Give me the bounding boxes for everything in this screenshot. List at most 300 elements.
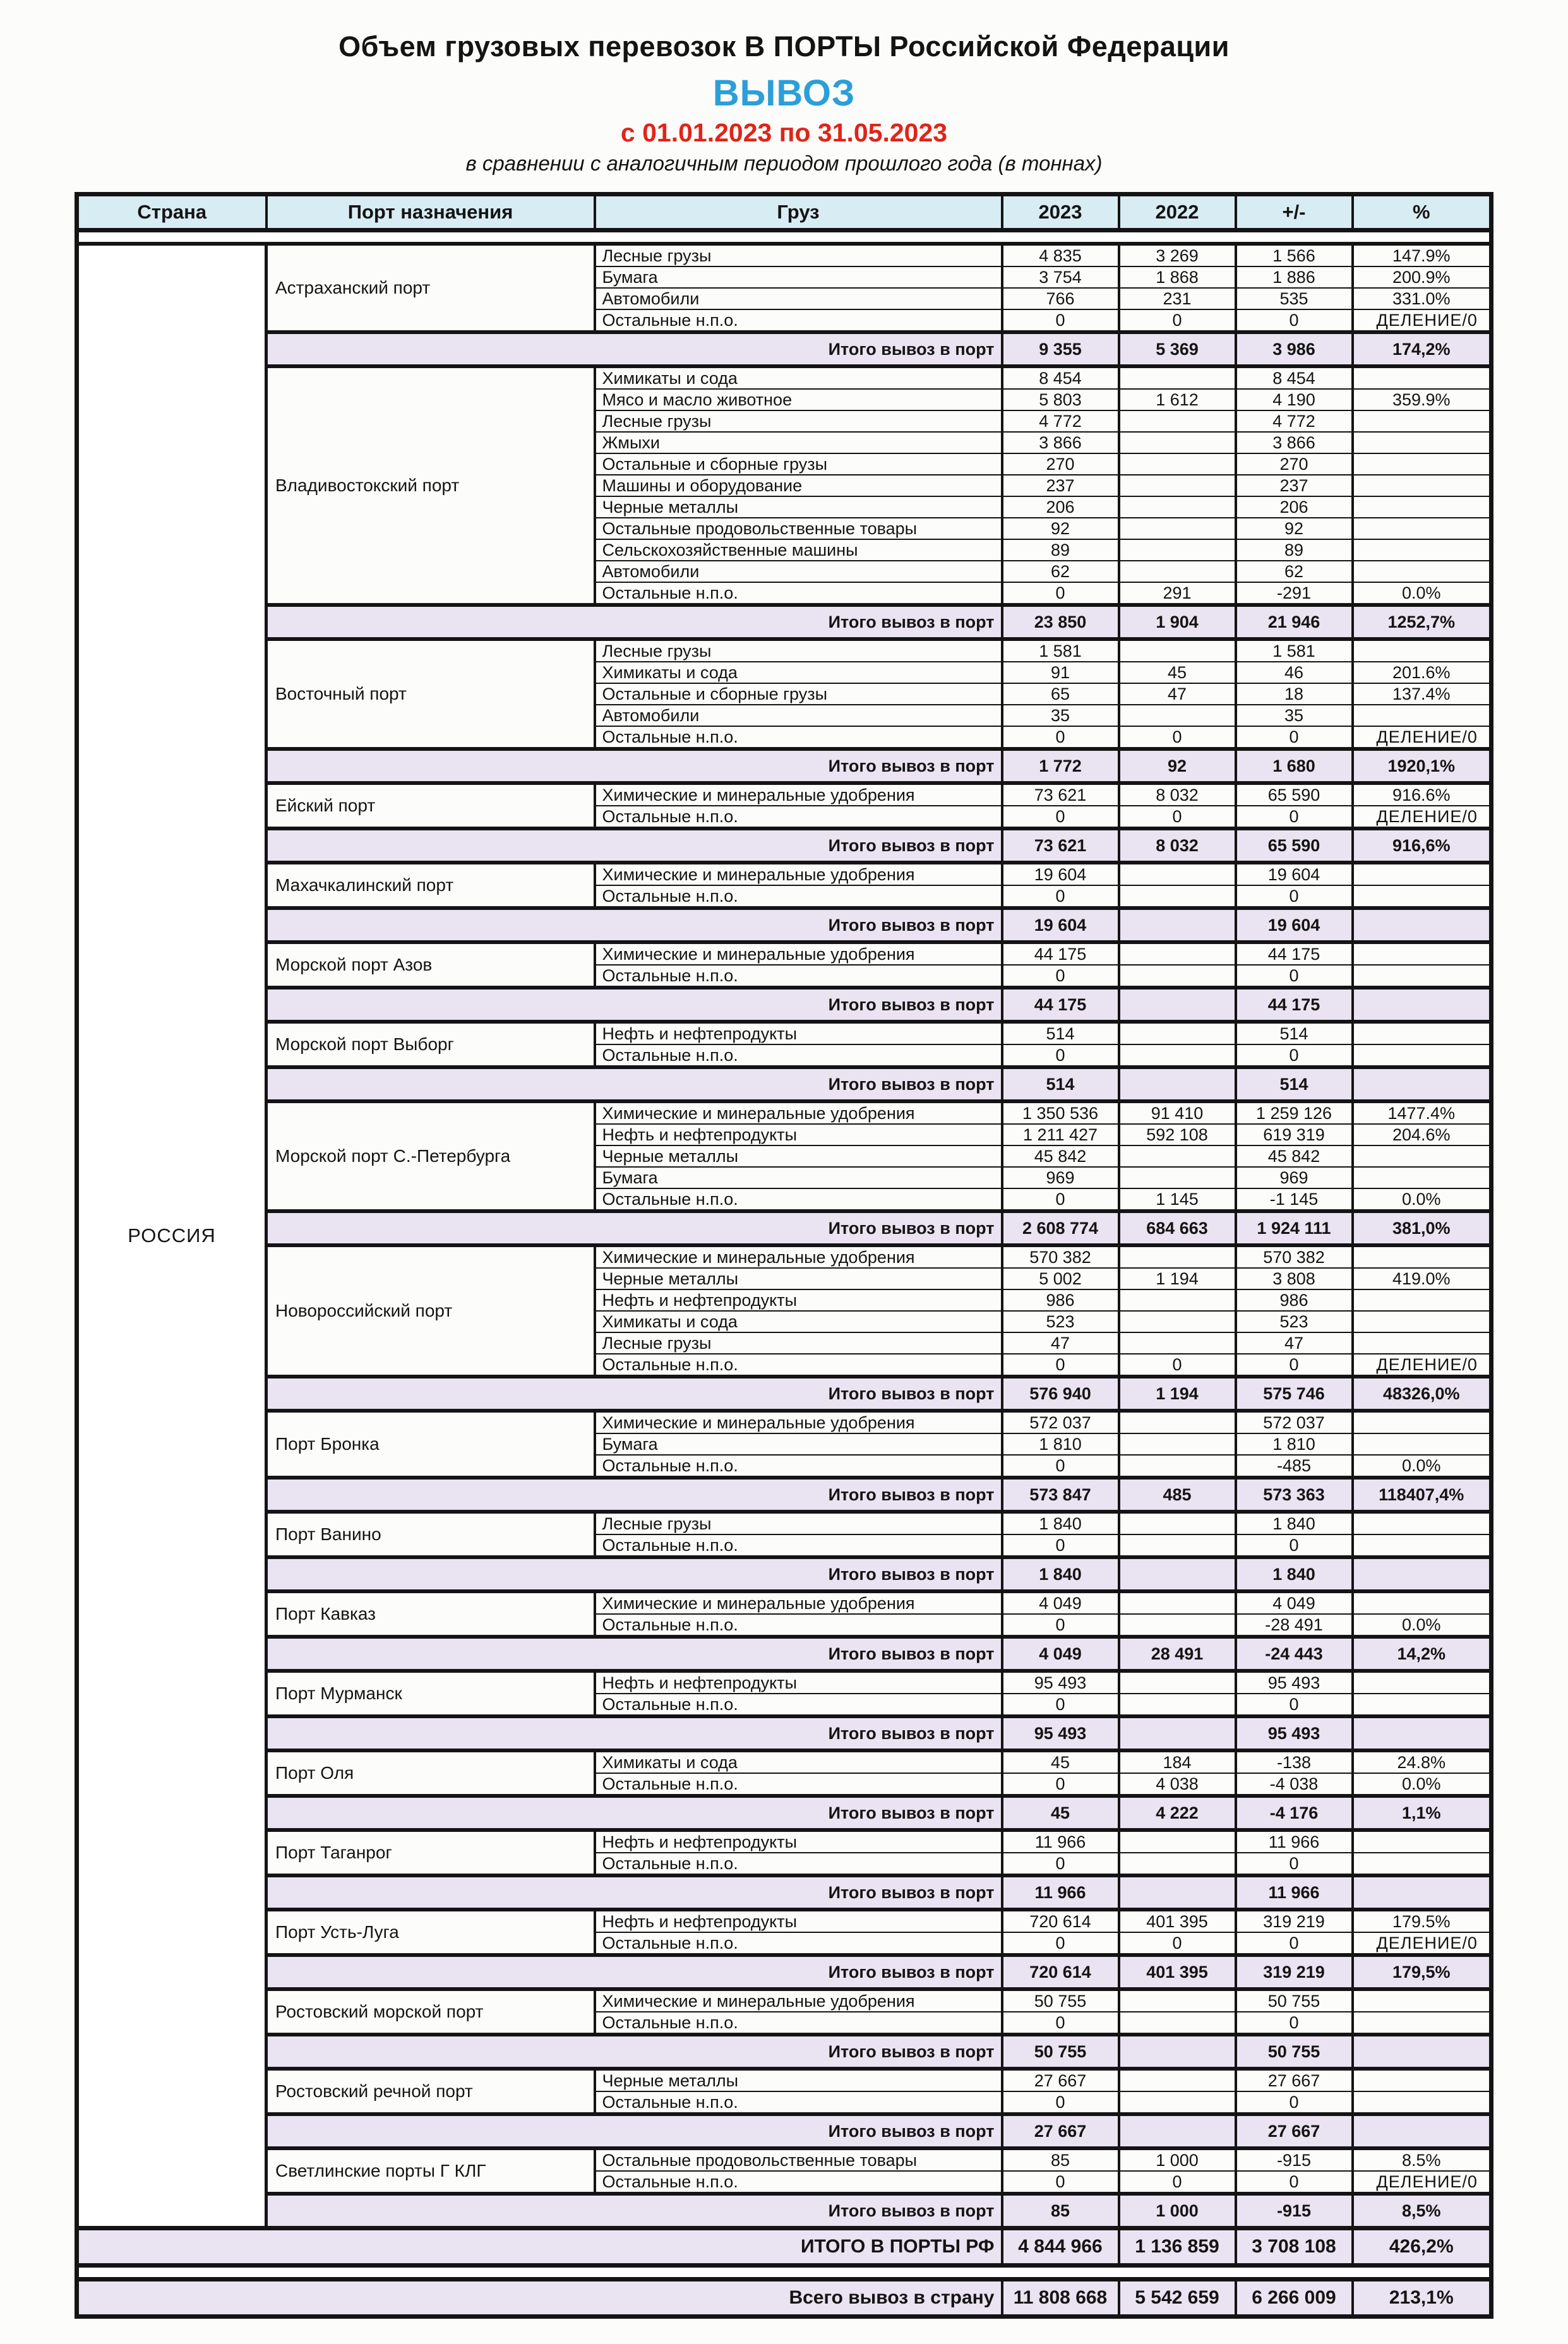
cargo-2022-value — [1119, 1534, 1236, 1557]
cargo-diff-value: 8 454 — [1236, 366, 1353, 389]
cargo-2022-value — [1119, 1411, 1236, 1433]
cargo-2023-value: 0 — [1002, 726, 1119, 749]
port-name-cell: Морской порт Выборг — [266, 1022, 595, 1067]
cargo-2023-value: 237 — [1002, 475, 1119, 496]
cargo-row — [77, 639, 1492, 662]
cargo-row — [77, 2148, 1492, 2171]
grand-total-ports-label: ИТОГО В ПОРТЫ РФ — [77, 2228, 1002, 2266]
cargo-name-cell: Бумага — [595, 1167, 1002, 1188]
cargo-row — [77, 1245, 1492, 1268]
cargo-2022-value — [1119, 432, 1236, 453]
cargo-name-cell: Лесные грузы — [595, 639, 1002, 662]
cargo-diff-value: 19 604 — [1236, 863, 1353, 885]
cargo-diff-value: 270 — [1236, 453, 1353, 475]
cargo-diff-value: 1 886 — [1236, 266, 1353, 288]
cargo-2023-value: 8 454 — [1002, 366, 1119, 389]
cargo-name-cell: Лесные грузы — [595, 410, 1002, 432]
port-total-row — [77, 1557, 1492, 1591]
cargo-volume-table — [75, 192, 1493, 2319]
port-total-label: Итого вывоз в порт — [266, 1875, 1002, 1910]
cargo-percent-value — [1353, 518, 1492, 539]
port-total-2022-value — [1119, 2114, 1236, 2148]
port-name-cell: Порт Усть-Луга — [266, 1910, 595, 1955]
cargo-2023-value: 1 581 — [1002, 639, 1119, 662]
cargo-2023-value: 4 835 — [1002, 244, 1119, 266]
port-total-percent-value — [1353, 2035, 1492, 2069]
port-total-diff-value: 44 175 — [1236, 988, 1353, 1022]
port-name-cell: Морской порт Азов — [266, 942, 595, 988]
port-total-diff-value: 21 946 — [1236, 605, 1353, 639]
port-total-percent-value — [1353, 1716, 1492, 1750]
cargo-2023-value: 45 842 — [1002, 1145, 1119, 1167]
port-total-row — [77, 1796, 1492, 1830]
cargo-2023-value: 0 — [1002, 1534, 1119, 1557]
port-total-label: Итого вывоз в порт — [266, 908, 1002, 942]
port-total-diff-value: 1 840 — [1236, 1557, 1353, 1591]
cargo-percent-value — [1353, 1311, 1492, 1332]
cargo-diff-value: -138 — [1236, 1750, 1353, 1773]
cargo-name-cell: Остальные продовольственные товары — [595, 2148, 1002, 2171]
port-total-2023-value: 514 — [1002, 1067, 1119, 1101]
cargo-2022-value — [1119, 1591, 1236, 1614]
port-total-percent-value — [1353, 1875, 1492, 1910]
port-total-2022-value: 1 194 — [1119, 1377, 1236, 1411]
cargo-diff-value: 45 842 — [1236, 1145, 1353, 1167]
cargo-2023-value: 5 002 — [1002, 1268, 1119, 1289]
cargo-name-cell: Нефть и нефтепродукты — [595, 1022, 1002, 1044]
cargo-name-cell: Лесные грузы — [595, 1512, 1002, 1534]
cargo-2022-value — [1119, 475, 1236, 496]
cargo-2022-value — [1119, 410, 1236, 432]
cargo-diff-value: 0 — [1236, 1853, 1353, 1875]
cargo-name-cell: Остальные н.п.о. — [595, 1932, 1002, 1955]
cargo-name-cell: Химические и минеральные удобрения — [595, 1101, 1002, 1124]
cargo-diff-value: 92 — [1236, 518, 1353, 539]
cargo-name-cell: Остальные и сборные грузы — [595, 453, 1002, 475]
cargo-2022-value — [1119, 366, 1236, 389]
cargo-2022-value — [1119, 2012, 1236, 2035]
port-total-2022-value — [1119, 1875, 1236, 1910]
cargo-2022-value — [1119, 1989, 1236, 2012]
cargo-percent-value — [1353, 1245, 1492, 1268]
port-total-row — [77, 908, 1492, 942]
cargo-percent-value — [1353, 639, 1492, 662]
cargo-percent-value — [1353, 475, 1492, 496]
cargo-diff-value: 11 966 — [1236, 1830, 1353, 1853]
cargo-name-cell: Лесные грузы — [595, 1332, 1002, 1354]
cargo-name-cell: Остальные н.п.о. — [595, 965, 1002, 988]
cargo-2023-value: 27 667 — [1002, 2069, 1119, 2091]
port-name-cell: Владивостокский порт — [266, 366, 595, 605]
cargo-diff-value: 619 319 — [1236, 1124, 1353, 1145]
port-total-row — [77, 1875, 1492, 1910]
cargo-2022-value: 4 038 — [1119, 1773, 1236, 1796]
cargo-percent-value — [1353, 453, 1492, 475]
cargo-diff-value: 35 — [1236, 705, 1353, 726]
port-total-diff-value: 319 219 — [1236, 1955, 1353, 1989]
cargo-name-cell: Химические и минеральные удобрения — [595, 783, 1002, 806]
cargo-diff-value: 95 493 — [1236, 1671, 1353, 1694]
cargo-2022-value: 45 — [1119, 662, 1236, 683]
port-name-cell: Светлинские порты Г КЛГ — [266, 2148, 595, 2194]
port-total-2023-value: 1 840 — [1002, 1557, 1119, 1591]
port-total-label: Итого вывоз в порт — [266, 749, 1002, 783]
port-total-2022-value — [1119, 1716, 1236, 1750]
cargo-row — [77, 783, 1492, 806]
cargo-2023-value: 0 — [1002, 309, 1119, 332]
grand-country-diff-value: 6 266 009 — [1236, 2280, 1353, 2317]
cargo-diff-value: 47 — [1236, 1332, 1353, 1354]
cargo-row — [77, 1830, 1492, 1853]
cargo-2022-value: 0 — [1119, 1354, 1236, 1377]
cargo-2022-value — [1119, 1614, 1236, 1637]
port-total-diff-value: 50 755 — [1236, 2035, 1353, 2069]
cargo-diff-value: 4 049 — [1236, 1591, 1353, 1614]
cargo-2022-value — [1119, 1694, 1236, 1716]
port-name-cell: Порт Ванино — [266, 1512, 595, 1557]
cargo-name-cell: Машины и оборудование — [595, 475, 1002, 496]
cargo-2022-value: 0 — [1119, 726, 1236, 749]
col-header-port: Порт назначения — [266, 194, 595, 230]
port-total-2023-value: 576 940 — [1002, 1377, 1119, 1411]
report-period: с 01.01.2023 по 31.05.2023 — [620, 118, 948, 147]
cargo-percent-division-error: ДЕЛЕНИЕ/0 — [1353, 1932, 1492, 1955]
cargo-2023-value: 270 — [1002, 453, 1119, 475]
cargo-percent-value: 359.9% — [1353, 389, 1492, 410]
cargo-percent-value — [1353, 942, 1492, 965]
cargo-percent-value — [1353, 1145, 1492, 1167]
cargo-row — [77, 1101, 1492, 1124]
cargo-2023-value: 4 772 — [1002, 410, 1119, 432]
cargo-name-cell: Нефть и нефтепродукты — [595, 1289, 1002, 1311]
cargo-2023-value: 0 — [1002, 806, 1119, 828]
port-total-label: Итого вывоз в порт — [266, 1067, 1002, 1101]
cargo-percent-value — [1353, 2091, 1492, 2114]
port-total-row — [77, 1955, 1492, 1989]
cargo-diff-value: 1 840 — [1236, 1512, 1353, 1534]
cargo-diff-value: 0 — [1236, 2171, 1353, 2194]
port-total-label: Итого вывоз в порт — [266, 1955, 1002, 1989]
cargo-name-cell: Остальные и сборные грузы — [595, 683, 1002, 705]
cargo-2023-value: 3 866 — [1002, 432, 1119, 453]
port-total-2022-value: 4 222 — [1119, 1796, 1236, 1830]
port-total-diff-value: -4 176 — [1236, 1796, 1353, 1830]
cargo-name-cell: Остальные н.п.о. — [595, 582, 1002, 605]
cargo-percent-value: 147.9% — [1353, 244, 1492, 266]
cargo-2023-value: 206 — [1002, 496, 1119, 518]
port-total-2023-value: 27 667 — [1002, 2114, 1119, 2148]
cargo-diff-value: -28 491 — [1236, 1614, 1353, 1637]
cargo-diff-value: 1 810 — [1236, 1433, 1353, 1455]
cargo-2022-value — [1119, 863, 1236, 885]
cargo-row — [77, 942, 1492, 965]
cargo-percent-value — [1353, 1830, 1492, 1853]
port-total-percent-value: 1252,7% — [1353, 605, 1492, 639]
port-total-percent-value: 916,6% — [1353, 828, 1492, 863]
port-total-diff-value: 573 363 — [1236, 1478, 1353, 1512]
cargo-percent-value — [1353, 1989, 1492, 2012]
cargo-percent-value: 419.0% — [1353, 1268, 1492, 1289]
port-total-label: Итого вывоз в порт — [266, 605, 1002, 639]
cargo-2022-value — [1119, 1671, 1236, 1694]
cargo-row — [77, 1989, 1492, 2012]
port-total-row — [77, 1377, 1492, 1411]
cargo-2022-value — [1119, 539, 1236, 561]
port-total-2022-value: 28 491 — [1119, 1637, 1236, 1671]
port-total-label: Итого вывоз в порт — [266, 1716, 1002, 1750]
cargo-name-cell: Остальные н.п.о. — [595, 2171, 1002, 2194]
cargo-name-cell: Остальные н.п.о. — [595, 726, 1002, 749]
cargo-name-cell: Мясо и масло животное — [595, 389, 1002, 410]
cargo-name-cell: Химикаты и сода — [595, 662, 1002, 683]
port-total-2022-value — [1119, 2035, 1236, 2069]
port-name-cell: Ейский порт — [266, 783, 595, 828]
cargo-diff-value: 44 175 — [1236, 942, 1353, 965]
grand-total-gap-row — [77, 2266, 1492, 2280]
col-header-2023: 2023 — [1002, 194, 1119, 230]
port-total-diff-value: 1 680 — [1236, 749, 1353, 783]
cargo-percent-value — [1353, 1332, 1492, 1354]
cargo-name-cell: Бумага — [595, 266, 1002, 288]
port-total-2023-value: 73 621 — [1002, 828, 1119, 863]
cargo-percent-value — [1353, 366, 1492, 389]
port-name-cell: Морской порт С.-Петербурга — [266, 1101, 595, 1211]
cargo-2023-value: 1 840 — [1002, 1512, 1119, 1534]
cargo-diff-value: 89 — [1236, 539, 1353, 561]
cargo-2023-value: 45 — [1002, 1750, 1119, 1773]
cargo-diff-value: 0 — [1236, 2012, 1353, 2035]
cargo-name-cell: Остальные н.п.о. — [595, 1455, 1002, 1478]
cargo-2022-value: 184 — [1119, 1750, 1236, 1773]
cargo-2023-value: 0 — [1002, 1455, 1119, 1478]
cargo-2023-value: 1 350 536 — [1002, 1101, 1119, 1124]
cargo-2023-value: 85 — [1002, 2148, 1119, 2171]
cargo-2022-value: 3 269 — [1119, 244, 1236, 266]
cargo-name-cell: Химикаты и сода — [595, 1750, 1002, 1773]
cargo-name-cell: Остальные н.п.о. — [595, 1188, 1002, 1211]
cargo-2023-value: 50 755 — [1002, 1989, 1119, 2012]
cargo-percent-value: 0.0% — [1353, 1455, 1492, 1478]
port-name-cell: Ростовский морской порт — [266, 1989, 595, 2035]
grand-total-ports-row — [77, 2228, 1492, 2266]
cargo-diff-value: 50 755 — [1236, 1989, 1353, 2012]
cargo-percent-value — [1353, 863, 1492, 885]
cargo-diff-value: 1 581 — [1236, 639, 1353, 662]
cargo-row — [77, 1750, 1492, 1773]
cargo-name-cell: Химикаты и сода — [595, 366, 1002, 389]
port-name-cell: Восточный порт — [266, 639, 595, 749]
port-total-2023-value: 23 850 — [1002, 605, 1119, 639]
cargo-percent-value — [1353, 1433, 1492, 1455]
cargo-percent-value — [1353, 496, 1492, 518]
cargo-percent-value — [1353, 539, 1492, 561]
port-total-2022-value — [1119, 1067, 1236, 1101]
port-name-cell: Порт Таганрог — [266, 1830, 595, 1875]
cargo-name-cell: Химические и минеральные удобрения — [595, 1989, 1002, 2012]
port-total-percent-value: 179,5% — [1353, 1955, 1492, 1989]
cargo-2022-value: 0 — [1119, 806, 1236, 828]
cargo-2022-value — [1119, 1145, 1236, 1167]
cargo-2022-value — [1119, 1853, 1236, 1875]
cargo-2022-value: 0 — [1119, 309, 1236, 332]
cargo-2023-value: 0 — [1002, 1773, 1119, 1796]
cargo-diff-value: 0 — [1236, 1044, 1353, 1067]
cargo-name-cell: Автомобили — [595, 705, 1002, 726]
cargo-2023-value: 514 — [1002, 1022, 1119, 1044]
port-total-2023-value: 573 847 — [1002, 1478, 1119, 1512]
port-total-2023-value: 9 355 — [1002, 332, 1119, 366]
port-total-2023-value: 11 966 — [1002, 1875, 1119, 1910]
cargo-diff-value: 1 566 — [1236, 244, 1353, 266]
cargo-2023-value: 11 966 — [1002, 1830, 1119, 1853]
cargo-2023-value: 570 382 — [1002, 1245, 1119, 1268]
cargo-row — [77, 244, 1492, 266]
port-total-label: Итого вывоз в порт — [266, 1478, 1002, 1512]
port-total-percent-value: 14,2% — [1353, 1637, 1492, 1671]
cargo-name-cell: Остальные н.п.о. — [595, 309, 1002, 332]
cargo-diff-value: 18 — [1236, 683, 1353, 705]
cargo-name-cell: Химические и минеральные удобрения — [595, 1591, 1002, 1614]
cargo-2023-value: 766 — [1002, 288, 1119, 309]
cargo-2022-value — [1119, 1433, 1236, 1455]
header-gap-row — [77, 230, 1492, 244]
cargo-percent-division-error: ДЕЛЕНИЕ/0 — [1353, 309, 1492, 332]
cargo-row — [77, 2069, 1492, 2091]
cargo-row — [77, 1910, 1492, 1932]
port-total-row — [77, 1478, 1492, 1512]
cargo-2023-value: 0 — [1002, 1354, 1119, 1377]
port-name-cell: Порт Бронка — [266, 1411, 595, 1478]
port-total-label: Итого вывоз в порт — [266, 828, 1002, 863]
cargo-2023-value: 62 — [1002, 561, 1119, 582]
cargo-2023-value: 986 — [1002, 1289, 1119, 1311]
cargo-name-cell: Химические и минеральные удобрения — [595, 863, 1002, 885]
cargo-percent-value — [1353, 1512, 1492, 1534]
cargo-diff-value: 237 — [1236, 475, 1353, 496]
cargo-row — [77, 1512, 1492, 1534]
grand-total-country-label: Всего вывоз в страну — [77, 2280, 1002, 2317]
port-total-2022-value: 1 904 — [1119, 605, 1236, 639]
cargo-percent-value: 201.6% — [1353, 662, 1492, 683]
grand-country-2023-value: 11 808 668 — [1002, 2280, 1119, 2317]
table-header-row — [77, 194, 1492, 230]
cargo-percent-value: 137.4% — [1353, 683, 1492, 705]
grand-ports-2022-value: 1 136 859 — [1119, 2228, 1236, 2266]
port-total-2022-value: 401 395 — [1119, 1955, 1236, 1989]
port-total-2022-value: 5 369 — [1119, 332, 1236, 366]
port-total-row — [77, 828, 1492, 863]
port-total-percent-value: 1920,1% — [1353, 749, 1492, 783]
col-header-2022: 2022 — [1119, 194, 1236, 230]
port-name-cell: Порт Мурманск — [266, 1671, 595, 1716]
cargo-percent-value: 0.0% — [1353, 1773, 1492, 1796]
cargo-percent-value — [1353, 1694, 1492, 1716]
port-total-2022-value — [1119, 988, 1236, 1022]
cargo-percent-division-error: ДЕЛЕНИЕ/0 — [1353, 726, 1492, 749]
cargo-name-cell: Остальные н.п.о. — [595, 1614, 1002, 1637]
cargo-percent-value: 0.0% — [1353, 1614, 1492, 1637]
cargo-name-cell: Черные металлы — [595, 496, 1002, 518]
header-gap-cell — [77, 230, 1492, 244]
cargo-2023-value: 65 — [1002, 683, 1119, 705]
cargo-percent-value: 0.0% — [1353, 1188, 1492, 1211]
port-total-label: Итого вывоз в порт — [266, 988, 1002, 1022]
cargo-2023-value: 4 049 — [1002, 1591, 1119, 1614]
port-total-label: Итого вывоз в порт — [266, 2194, 1002, 2228]
port-total-2022-value — [1119, 908, 1236, 942]
cargo-diff-value: 3 866 — [1236, 432, 1353, 453]
col-header-country: Страна — [77, 194, 266, 230]
cargo-name-cell: Остальные н.п.о. — [595, 1354, 1002, 1377]
cargo-percent-value — [1353, 705, 1492, 726]
port-total-percent-value — [1353, 988, 1492, 1022]
port-total-row — [77, 1637, 1492, 1671]
port-total-2023-value: 4 049 — [1002, 1637, 1119, 1671]
cargo-name-cell: Лесные грузы — [595, 244, 1002, 266]
cargo-percent-value — [1353, 1853, 1492, 1875]
port-total-diff-value: 95 493 — [1236, 1716, 1353, 1750]
cargo-2023-value: 91 — [1002, 662, 1119, 683]
cargo-percent-value: 200.9% — [1353, 266, 1492, 288]
cargo-name-cell: Сельскохозяйственные машины — [595, 539, 1002, 561]
cargo-name-cell: Остальные н.п.о. — [595, 2091, 1002, 2114]
cargo-row — [77, 1671, 1492, 1694]
cargo-name-cell: Нефть и нефтепродукты — [595, 1910, 1002, 1932]
cargo-name-cell: Остальные н.п.о. — [595, 885, 1002, 908]
port-total-diff-value: 27 667 — [1236, 2114, 1353, 2148]
cargo-diff-value: -1 145 — [1236, 1188, 1353, 1211]
cargo-diff-value: 570 382 — [1236, 1245, 1353, 1268]
cargo-2022-value — [1119, 518, 1236, 539]
cargo-2022-value: 401 395 — [1119, 1910, 1236, 1932]
cargo-percent-value — [1353, 432, 1492, 453]
cargo-2022-value: 8 032 — [1119, 783, 1236, 806]
cargo-name-cell: Химические и минеральные удобрения — [595, 942, 1002, 965]
cargo-name-cell: Остальные н.п.о. — [595, 806, 1002, 828]
cargo-2023-value: 969 — [1002, 1167, 1119, 1188]
cargo-percent-value: 8.5% — [1353, 2148, 1492, 2171]
cargo-diff-value: 0 — [1236, 1534, 1353, 1557]
cargo-name-cell: Химикаты и сода — [595, 1311, 1002, 1332]
cargo-percent-division-error: ДЕЛЕНИЕ/0 — [1353, 2171, 1492, 2194]
cargo-2022-value — [1119, 1044, 1236, 1067]
grand-ports-diff-value: 3 708 108 — [1236, 2228, 1353, 2266]
cargo-2023-value: 0 — [1002, 1694, 1119, 1716]
cargo-2023-value: 523 — [1002, 1311, 1119, 1332]
cargo-2022-value: 291 — [1119, 582, 1236, 605]
port-total-row — [77, 605, 1492, 639]
cargo-2022-value — [1119, 1512, 1236, 1534]
cargo-2022-value — [1119, 1332, 1236, 1354]
cargo-percent-value: 916.6% — [1353, 783, 1492, 806]
port-total-label: Итого вывоз в порт — [266, 1637, 1002, 1671]
cargo-row — [77, 1022, 1492, 1044]
port-total-label: Итого вывоз в порт — [266, 2114, 1002, 2148]
cargo-2023-value: 5 803 — [1002, 389, 1119, 410]
cargo-2022-value: 47 — [1119, 683, 1236, 705]
cargo-2023-value: 19 604 — [1002, 863, 1119, 885]
port-total-percent-value: 8,5% — [1353, 2194, 1492, 2228]
cargo-diff-value: 3 808 — [1236, 1268, 1353, 1289]
cargo-2023-value: 572 037 — [1002, 1411, 1119, 1433]
port-name-cell: Махачкалинский порт — [266, 863, 595, 908]
cargo-diff-value: -485 — [1236, 1455, 1353, 1478]
port-total-2023-value: 1 772 — [1002, 749, 1119, 783]
port-total-percent-value: 381,0% — [1353, 1211, 1492, 1245]
cargo-diff-value: 0 — [1236, 965, 1353, 988]
cargo-diff-value: 572 037 — [1236, 1411, 1353, 1433]
port-name-cell: Ростовский речной порт — [266, 2069, 595, 2114]
